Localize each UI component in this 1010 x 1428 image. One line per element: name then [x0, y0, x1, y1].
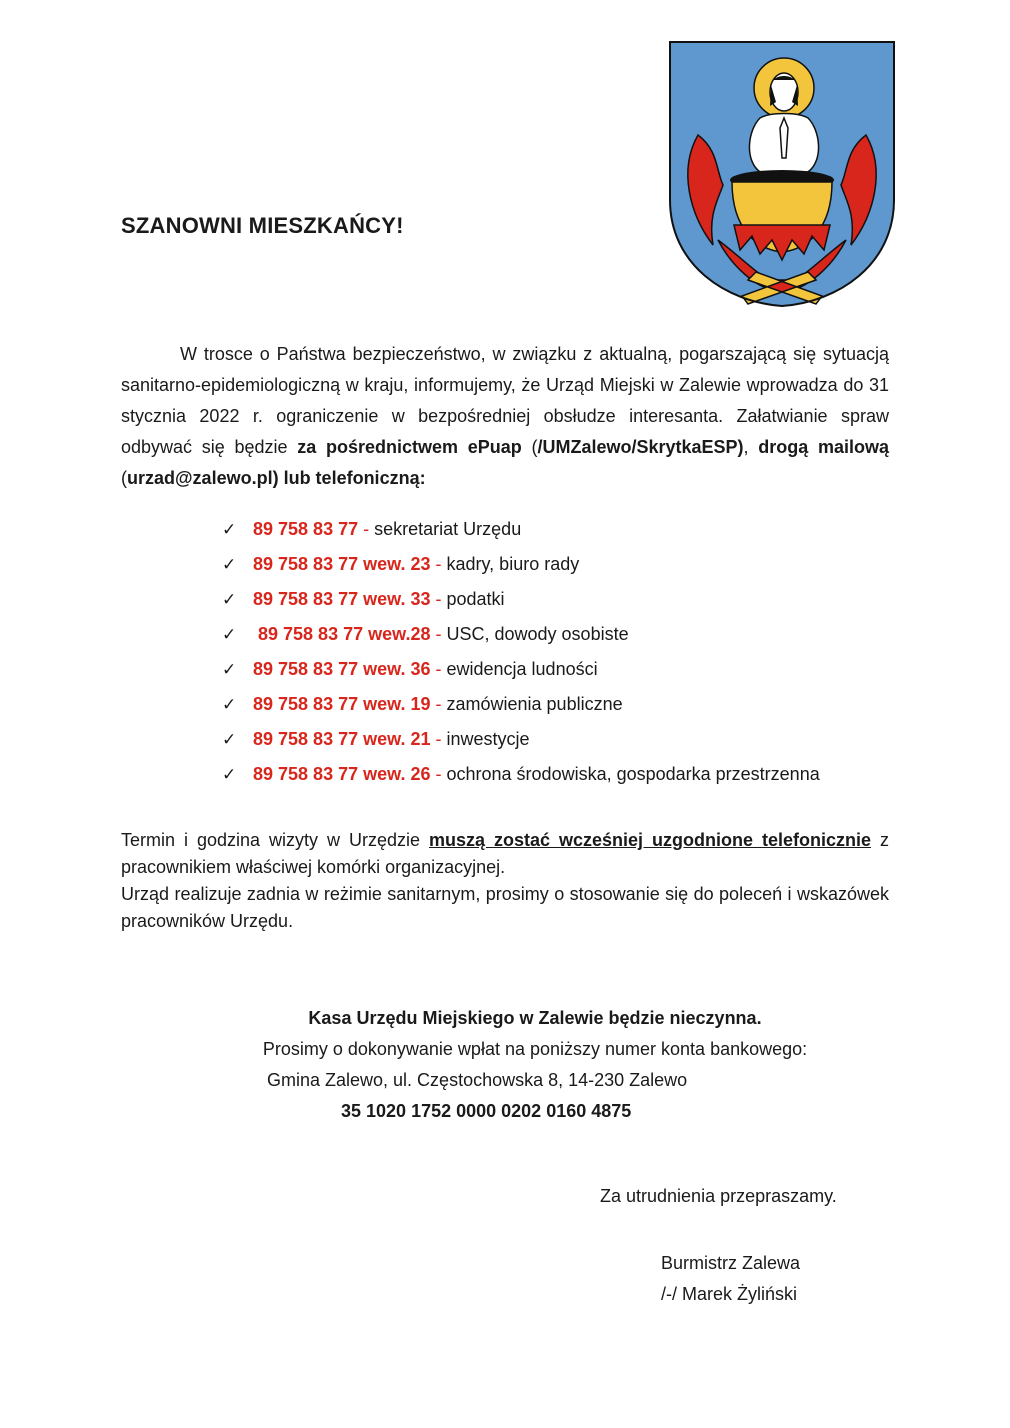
phone-number: 89 758 83 77 — [253, 519, 359, 539]
terms-text-2: z pracownikiem właściwej komórki organizacyjnej. — [121, 830, 889, 877]
phone-label: sekretariat Urzędu — [374, 519, 522, 539]
phone-label: ochrona środowiska, gospodarka przestrzenna — [446, 764, 820, 784]
coat-of-arms-icon — [668, 40, 896, 308]
check-icon: ✓ — [222, 765, 237, 784]
phone-number: 89 758 83 77 wew.28 — [253, 624, 431, 644]
dash: - — [435, 764, 442, 784]
email-address: urzad@zalewo.pl) lub telefoniczną: — [127, 468, 426, 488]
phone-item — [222, 723, 922, 758]
phone-item — [222, 653, 922, 688]
phone-number: 89 758 83 77 wew. 26 — [253, 764, 431, 784]
appointment-notice: muszą zostać wcześniej uzgodnione telefonicznie — [428, 830, 871, 850]
intro-paragraph — [121, 339, 889, 494]
dash: - — [435, 694, 442, 714]
epuap-box: /UMZalewo/SkrytkaESP) — [537, 437, 744, 457]
phone-item — [222, 688, 922, 723]
phone-number: 89 758 83 77 wew. 36 — [253, 659, 431, 679]
intro-paren-2: ( — [121, 468, 127, 488]
check-icon: ✓ — [222, 660, 237, 679]
check-icon: ✓ — [222, 520, 237, 539]
phone-item — [222, 548, 922, 583]
phone-label: kadry, biuro rady — [446, 554, 580, 574]
phone-label: podatki — [446, 589, 505, 609]
phone-number: 89 758 83 77 wew. 33 — [253, 589, 431, 609]
check-icon: ✓ — [222, 590, 237, 609]
check-icon: ✓ — [222, 555, 237, 574]
page-title: SZANOWNI MIESZKAŃCY! — [121, 213, 404, 238]
sanitary-notice: Urząd realizuje zadnia w reżimie sanitarnym, prosimy o stosowanie się do poleceń i wskazówek pracowników Urzędu. — [121, 884, 889, 931]
check-icon: ✓ — [222, 625, 237, 644]
terms-text: Termin i godzina wizyty w Urzędzie — [121, 830, 429, 850]
signature — [661, 1248, 800, 1310]
terms-paragraph — [121, 827, 889, 935]
phone-label: USC, dowody osobiste — [446, 624, 629, 644]
epuap-text: za pośrednictwem ePuap — [297, 437, 522, 457]
phone-label: ewidencja ludności — [446, 659, 598, 679]
phone-number: 89 758 83 77 wew. 19 — [253, 694, 431, 714]
phone-label: zamówienia publiczne — [446, 694, 623, 714]
payee-address: Gmina Zalewo, ul. Częstochowska 8, 14-230 Zalewo — [267, 1070, 688, 1090]
phone-item — [222, 513, 922, 548]
phone-item — [222, 583, 922, 618]
cashier-notice — [121, 1003, 949, 1127]
bank-account-number: 35 1020 1752 0000 0202 0160 4875 — [341, 1101, 632, 1121]
apology-text: Za utrudnienia przepraszamy. — [600, 1186, 837, 1206]
signature-role: Burmistrz Zalewa — [661, 1253, 801, 1273]
dash: - — [363, 519, 370, 539]
check-icon: ✓ — [222, 730, 237, 749]
phone-number: 89 758 83 77 wew. 21 — [253, 729, 431, 749]
intro-comma: , — [743, 437, 759, 457]
cashier-heading: Kasa Urzędu Miejskiego w Zalewie będzie nieczynna. — [308, 1008, 762, 1028]
signature-name: /-/ Marek Żyliński — [661, 1284, 798, 1304]
dash: - — [435, 624, 442, 644]
check-icon: ✓ — [222, 695, 237, 714]
intro-text: W trosce o Państwa bezpieczeństwo, w związku z aktualną, pogarszającą się sytuacją sanitarno-epidemiologiczną w kraju, informujemy, że Urząd Miejski w Zalewie wprowadza do 31 stycznia 2022 r. ograniczenie w bezpośredniej obsłudze interesanta. Załatwianie spraw odbywać się będzie — [121, 344, 889, 457]
dash: - — [435, 554, 442, 574]
dash: - — [435, 729, 442, 749]
phone-item — [222, 618, 922, 653]
intro-paren: ( — [521, 437, 538, 457]
email-channel: drogą mailową — [758, 437, 890, 457]
payment-instruction: Prosimy o dokonywanie wpłat na poniższy numer konta bankowego: — [262, 1039, 808, 1059]
dash: - — [435, 589, 442, 609]
phone-number: 89 758 83 77 wew. 23 — [253, 554, 431, 574]
phone-label: inwestycje — [446, 729, 530, 749]
dash: - — [435, 659, 442, 679]
phone-list — [222, 513, 922, 793]
phone-item — [222, 758, 922, 793]
